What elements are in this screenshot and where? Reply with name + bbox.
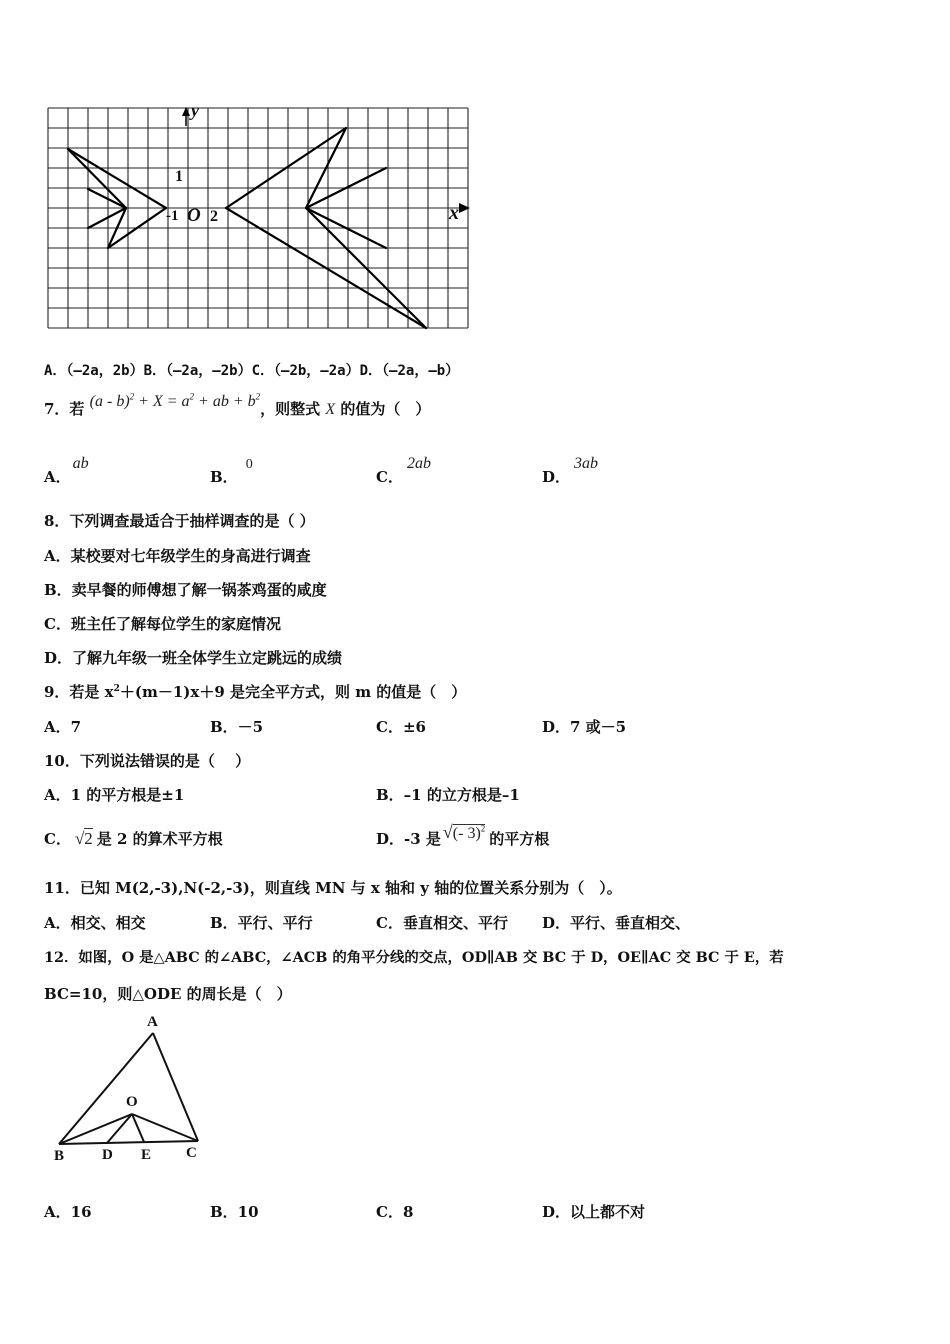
triangle-edge-bc (59, 1141, 198, 1144)
sqrt-icon: √2 (74, 829, 93, 848)
q10-option-d[interactable]: D．-3 是 √(- 3)$^2$的平方根 (376, 822, 550, 848)
q7-var-x: X (325, 401, 336, 418)
q10-option-b[interactable]: B．–1 的立方根是–1 (376, 786, 520, 804)
q9-option-a[interactable]: A．7 (44, 718, 82, 736)
q12-option-b[interactable]: B．10 (210, 1203, 259, 1221)
q6-option-c[interactable]: C．（—2b，—2a） (251, 363, 360, 379)
q6-option-b[interactable]: B．（—2a，—2b） (143, 363, 252, 379)
q12-option-d[interactable]: D．以上都不对 (542, 1203, 646, 1221)
q12-option-c[interactable]: C．8 (376, 1203, 414, 1221)
q11-option-b[interactable]: B．平行、平行 (210, 914, 313, 932)
point-label-c: C (186, 1145, 197, 1161)
q11-stem: 11．已知 M(2,-3),N(-2,-3)，则直线 MN 与 x 轴和 y 轴的位置关系分别为（ ）。 (44, 879, 622, 897)
point-label-o: O (126, 1094, 138, 1110)
segment-ob (59, 1114, 132, 1144)
grid-figure (44, 100, 474, 336)
point-label-b: B (54, 1148, 65, 1164)
q7-suffix-a: ，则整式 (260, 400, 321, 418)
q7-option-b[interactable]: B．0 (210, 457, 253, 486)
q12-stem-line2: BC=10，则△ODE 的周长是（ ） (44, 985, 292, 1003)
triangle-edge-ab (59, 1033, 153, 1144)
point-label-a: A (147, 1014, 158, 1030)
sqrt-icon: √(- 3)$^2$ (442, 822, 486, 842)
q7-equation: $(a - b)^2 + X = a^2$ + ab + $b^2$ (89, 391, 261, 410)
left-shape-edge (88, 189, 126, 208)
q11-option-c[interactable]: C．垂直相交、平行 (376, 914, 508, 932)
q7-option-c[interactable]: C．2ab (376, 455, 431, 486)
q8-option-d[interactable]: D．了解九年级一班全体学生立定跳远的成绩 (44, 649, 343, 667)
grid-figure-svg (44, 104, 474, 336)
grid-y-label: y (191, 100, 199, 120)
q12-option-a[interactable]: A．16 (44, 1203, 92, 1221)
q7-option-a[interactable]: A．ab (44, 455, 89, 486)
q10-stem: 10．下列说法错误的是（ ） (44, 752, 251, 770)
q9-stem: 9．若是 $x^2+(m-1)x+9$ 是完全平方式，则 m 的值是（ ） (44, 683, 467, 701)
grid-x-label: x (449, 202, 459, 224)
q7-stem (44, 391, 431, 419)
grid-label-2: 2 (210, 208, 218, 225)
q8-option-a[interactable]: A．某校要对七年级学生的身高进行调查 (44, 547, 311, 565)
q9-option-d[interactable]: D．7 或－5 (542, 718, 627, 736)
grid-label-origin: O (187, 205, 201, 226)
point-label-e: E (141, 1147, 152, 1163)
q6-option-d[interactable]: D．（—2a，—b） (359, 363, 460, 379)
q8-stem: 8．下列调查最适合于抽样调查的是（ ） (44, 512, 315, 530)
q12-stem-line1: 12．如图，O 是△ABC 的∠ABC，∠ACB 的角平分线的交点，OD∥AB 交 BC 于 D，OE∥AC 交 BC 于 E，若 (44, 949, 784, 966)
triangle-figure (44, 1014, 214, 1170)
q10-option-a[interactable]: A．1 的平方根是±1 (44, 786, 185, 804)
q6-options (44, 360, 459, 380)
q6-option-a[interactable]: A．（—2a，2b） (44, 363, 144, 379)
q7-suffix-b: 的值为（ ） (340, 400, 431, 418)
q11-option-d[interactable]: D．平行、垂直相交、 (542, 914, 691, 932)
q10-option-c[interactable]: C． √2 是 2 的算术平方根 (44, 829, 223, 848)
q9-option-c[interactable]: C．±6 (376, 718, 426, 736)
q11-option-a[interactable]: A．相交、相交 (44, 914, 146, 932)
point-label-d: D (102, 1147, 113, 1163)
q8-option-c[interactable]: C．班主任了解每位学生的家庭情况 (44, 615, 281, 633)
q9-option-b[interactable]: B．－5 (210, 718, 264, 736)
q7-prefix: 7．若 (44, 400, 85, 418)
grid-label-neg1: -1 (166, 208, 179, 224)
grid-label-1: 1 (175, 168, 183, 185)
q8-option-b[interactable]: B．卖早餐的师傅想了解一锅茶鸡蛋的咸度 (44, 581, 327, 599)
q7-option-d[interactable]: D．3ab (542, 455, 599, 486)
